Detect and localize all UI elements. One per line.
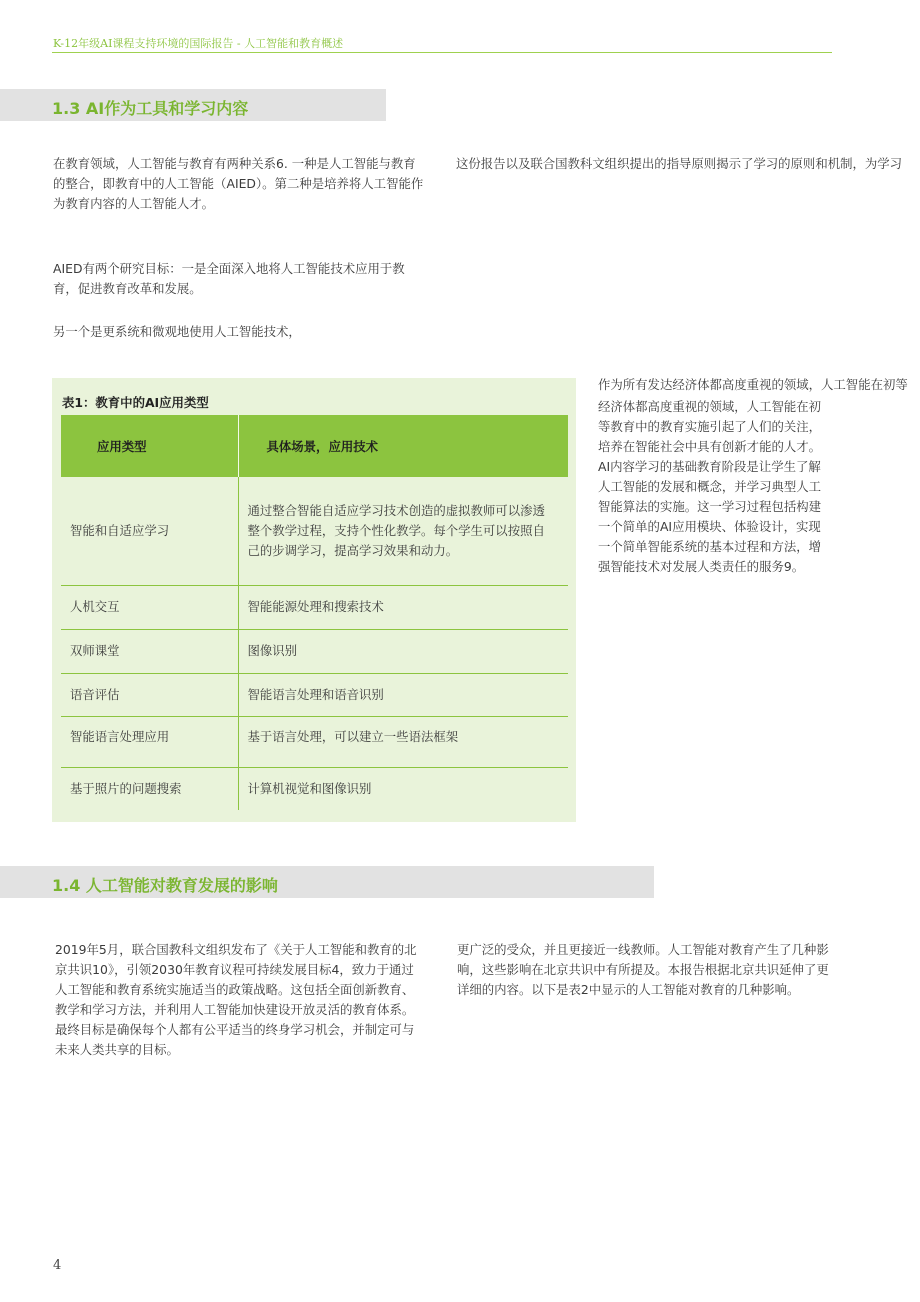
header-rule <box>52 52 832 53</box>
running-header: K-12年级AI课程支持环境的国际报告 - 人工智能和教育概述 <box>53 37 344 50</box>
paragraph-another-goal: 另一个是更系统和微观地使用人工智能技术， <box>53 324 301 339</box>
table-row <box>61 629 568 673</box>
table-row <box>61 767 568 810</box>
row-type-cell: 智能语言处理应用 <box>61 716 238 767</box>
section-bar-1-4 <box>0 866 654 898</box>
row-scenario-cell: 智能能源处理和搜索技术 <box>238 585 568 629</box>
row-scenario-cell: 基于语言处理，可以建立一些语法框架 <box>238 716 568 767</box>
right-column-line-top: 这份报告以及联合国教科文组织提出的指导原则揭示了学习的原则和机制，为学习 <box>456 156 903 171</box>
column-header-type: 应用类型 <box>61 415 238 477</box>
table-row <box>61 673 568 716</box>
table-row <box>61 716 568 767</box>
table-header-row <box>61 415 568 477</box>
row-scenario-cell: 通过整合智能自适应学习技术创造的虚拟教师可以渗透整个教学过程，支持个性化教学。每个学生可以按照自己的步调学习，提高学习效果和动力。 <box>238 477 568 585</box>
row-type-cell: 基于照片的问题搜索 <box>70 780 182 796</box>
paragraph-aied-goals: AIED有两个研究目标：一是全面深入地将人工智能技术应用于教育，促进教育改革和发展。 <box>53 261 405 296</box>
table-row <box>61 585 568 629</box>
section-title-1-3: 1.3 AI作为工具和学习内容 <box>52 99 249 118</box>
column-header-scenario: 具体场景，应用技术 <box>238 415 568 477</box>
paragraph-ai-content-learning: 经济体都高度重视的领域，人工智能在初等教育中的教育实施引起了人们的关注，培养在智能社会中具有创新才能的人才。AI内容学习的基础教育阶段是让学生了解人工智能的发展和概念，并学习典型人工智能算法的实施。这一学习过程包括构建一个简单的AI应用模块、体验设计，实现一个简单智能系统的基本过程和方法，增强智能技术对发展人类责任的服务9。 <box>598 399 822 574</box>
table-1 <box>52 378 576 822</box>
section-title-1-4: 1.4 人工智能对教育发展的影响 <box>52 876 278 895</box>
row-type-cell: 智能和自适应学习 <box>61 477 238 585</box>
right-column-line-mid: 作为所有发达经济体都高度重视的领域，人工智能在初等 <box>598 377 908 392</box>
table-1-title: 表1：教育中的AI应用类型 <box>62 395 209 410</box>
row-scenario-cell: 智能语言处理和语音识别 <box>238 673 568 716</box>
section-bar-1-3 <box>0 89 386 121</box>
row-scenario-cell: 计算机视觉和图像识别 <box>238 767 568 810</box>
row-scenario-cell: 图像识别 <box>238 629 568 673</box>
row-type-cell: 双师课堂 <box>61 629 238 673</box>
table-row <box>61 477 568 585</box>
page-number: 4 <box>53 1258 62 1273</box>
row-type-cell: 语音评估 <box>61 673 238 716</box>
row-type-cell: 人机交互 <box>61 585 238 629</box>
ai-application-table <box>61 415 568 810</box>
paragraph-beijing-consensus: 2019年5月，联合国教科文组织发布了《关于人工智能和教育的北京共识10》，引领2030年教育议程可持续发展目标4，致力于通过人工智能和教育系统实施适当的政策战略。这包括全面创新教育、教学和学习方法，并利用人工智能加快建设开放灵活的教育体系。最终目标是确保每个人都有公平适当的终身学习机会，并制定可与未来人类共享的目标。 <box>55 942 417 1057</box>
paragraph-ai-impacts: 更广泛的受众，并且更接近一线教师。人工智能对教育产生了几种影响，这些影响在北京共识中有所提及。本报告根据北京共识延伸了更详细的内容。以下是表2中显示的人工智能对教育的几种影响。 <box>457 942 829 997</box>
paragraph-relations: 在教育领域，人工智能与教育有两种关系6. 一种是人工智能与教育的整合，即教育中的人工智能（AIED）。第二种是培养将人工智能作为教育内容的人工智能人才。 <box>53 156 424 211</box>
